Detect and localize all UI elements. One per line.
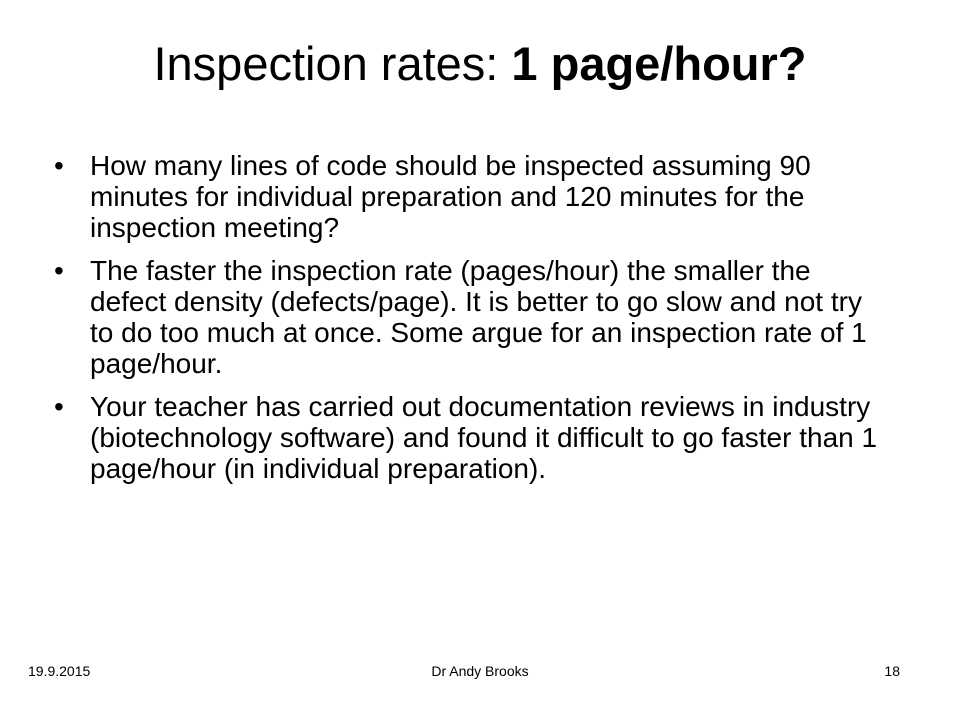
slide-title xyxy=(0,34,960,94)
footer-page-number: 18 xyxy=(884,663,900,679)
footer-date: 19.9.2015 xyxy=(28,663,91,679)
slide-title-bold: 1 page/hour? xyxy=(511,37,807,90)
bullet-item-inspection-rate: • The faster the inspection rate (pages/hour) the smaller the defect density (defects/page). It is better to go slow and not try to do too much at once. Some argue for an inspection rate of 1 page/hour. xyxy=(52,255,892,379)
footer-author: Dr Andy Brooks xyxy=(431,663,529,679)
bullet-item-lines-of-code: • How many lines of code should be inspected assuming 90 minutes for individual preparation and 120 minutes for the inspection meeting? xyxy=(52,150,892,243)
bullet-item-teacher-experience: • Your teacher has carried out documentation reviews in industry (biotechnology software) and found it difficult to go faster than 1 page/hour (in individual preparation). xyxy=(52,391,892,484)
bullet-list xyxy=(52,150,892,496)
slide-title-normal: Inspection rates: xyxy=(153,37,512,90)
